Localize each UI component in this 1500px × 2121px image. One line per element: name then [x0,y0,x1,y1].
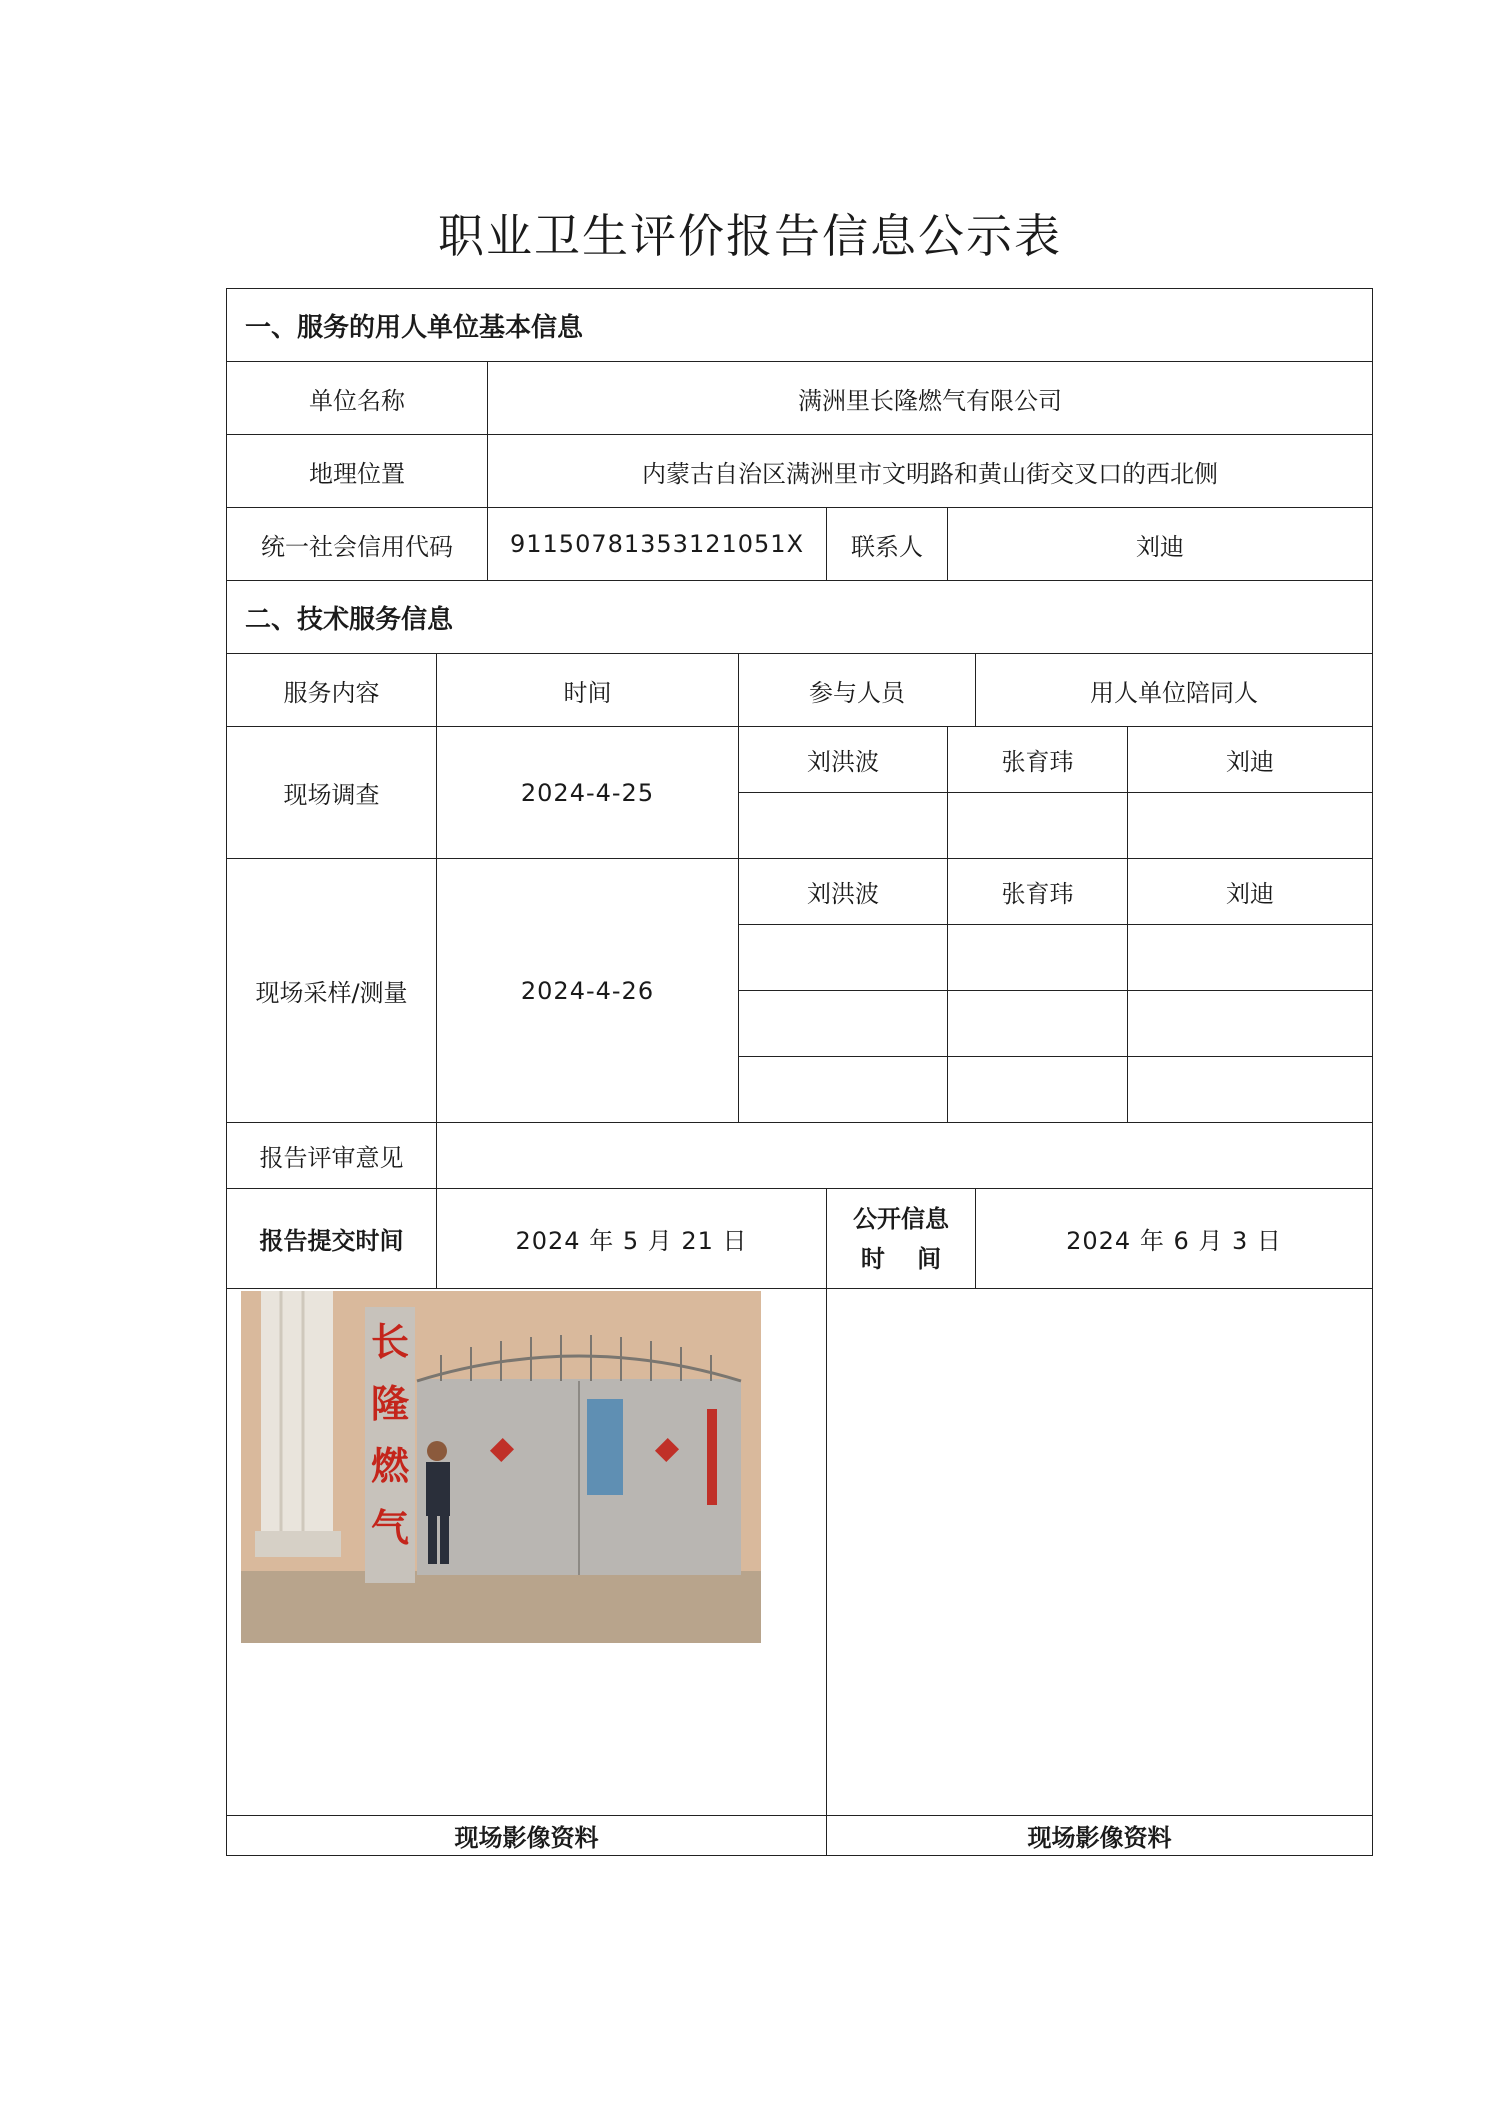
review-value [437,1123,1373,1189]
contact-label: 联系人 [827,508,948,581]
section2-heading: 二、技术服务信息 [227,581,1373,654]
section1-heading: 一、服务的用人单位基本信息 [227,289,1373,362]
public-label-line1: 公开信息 [853,1204,949,1233]
sign-char-2: 隆 [370,1382,410,1426]
sampling-person-2: 张育玮 [948,859,1128,925]
empty-cell [1128,925,1373,991]
contact-value: 刘迪 [948,508,1373,581]
credit-code-value: 91150781353121051X [488,508,827,581]
submit-date: 2024 年 5 月 21 日 [437,1189,827,1289]
sign-char-3: 燃 [370,1444,410,1488]
sampling-date: 2024-4-26 [437,859,739,1123]
sign-char-4: 气 [370,1506,410,1550]
public-date: 2024 年 6 月 3 日 [976,1189,1373,1289]
empty-cell [948,1057,1128,1123]
public-label [827,1189,976,1289]
empty-cell [948,991,1128,1057]
header-accompany: 用人单位陪同人 [976,654,1373,727]
page-title: 职业卫生评价报告信息公示表 [438,209,1062,263]
empty-cell [739,991,948,1057]
empty-cell [739,793,948,859]
unit-name-value: 满洲里长隆燃气有限公司 [488,362,1373,435]
review-label: 报告评审意见 [227,1123,437,1189]
caption-left: 现场影像资料 [227,1816,827,1856]
sign-char-1: 长 [370,1320,410,1364]
empty-cell [739,925,948,991]
empty-cell [1128,991,1373,1057]
empty-cell [1128,793,1373,859]
photo-cell-right [827,1289,1373,1816]
header-participants: 参与人员 [739,654,976,727]
sampling-accompany: 刘迪 [1128,859,1373,925]
survey-date: 2024-4-25 [437,727,739,859]
site-photo [241,1291,761,1643]
empty-cell [1128,1057,1373,1123]
caption-right: 现场影像资料 [827,1816,1373,1856]
empty-cell [948,925,1128,991]
sampling-person-1: 刘洪波 [739,859,948,925]
header-content: 服务内容 [227,654,437,727]
credit-code-label: 统一社会信用代码 [227,508,488,581]
header-time: 时间 [437,654,739,727]
survey-label: 现场调查 [227,727,437,859]
survey-accompany: 刘迪 [1128,727,1373,793]
survey-person-2: 张育玮 [948,727,1128,793]
unit-name-label: 单位名称 [227,362,488,435]
location-value: 内蒙古自治区满洲里市文明路和黄山街交叉口的西北侧 [488,435,1373,508]
location-label: 地理位置 [227,435,488,508]
submit-label: 报告提交时间 [227,1189,437,1289]
info-table [226,288,1373,1856]
sampling-label: 现场采样/测量 [227,859,437,1123]
empty-cell [948,793,1128,859]
survey-person-1: 刘洪波 [739,727,948,793]
empty-cell [739,1057,948,1123]
photo-cell-left [227,1289,827,1816]
public-label-line2: 时 间 [860,1244,942,1273]
